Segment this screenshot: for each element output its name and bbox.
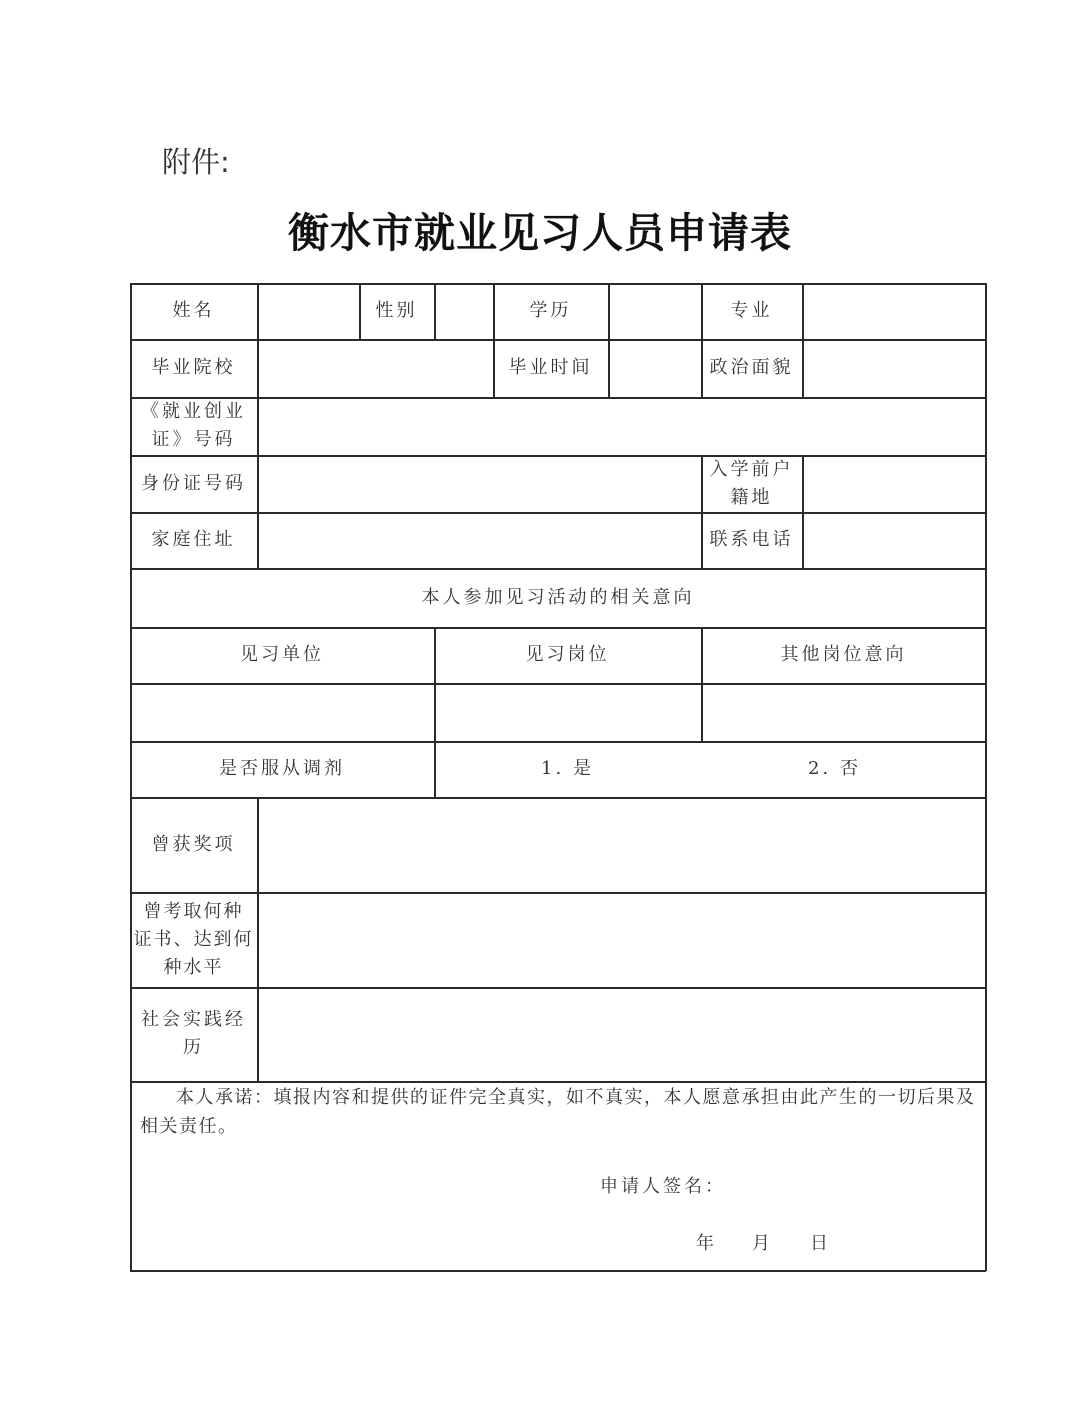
pledge-text: 本人承诺：填报内容和提供的证件完全真实，如不真实，本人愿意承担由此产生的一切后果及相关责任。 [140, 1087, 976, 1137]
education-label: 学历 [529, 300, 572, 321]
date-year-label: 年 [696, 1233, 714, 1254]
graduation-time-label: 毕业时间 [508, 357, 593, 378]
practice-field[interactable] [259, 989, 984, 1081]
application-form-table [130, 283, 986, 1271]
name-label: 姓名 [172, 300, 215, 321]
unit-field[interactable] [132, 685, 434, 741]
name-field[interactable] [259, 285, 359, 339]
political-status-label: 政治面貌 [709, 357, 794, 378]
position-field[interactable] [436, 685, 701, 741]
adjust-label: 是否服从调剂 [219, 758, 345, 779]
school-field[interactable] [259, 341, 493, 397]
gender-label: 性别 [375, 300, 418, 321]
phone-field[interactable] [804, 514, 984, 568]
id-number-label: 身份证号码 [141, 472, 246, 494]
practice-label: 社会实践经 历 [141, 1009, 246, 1058]
date-day-label: 日 [810, 1233, 828, 1254]
attachment-label: 附件: [162, 145, 230, 179]
table-border-right [985, 283, 987, 1271]
awards-label: 曾获奖项 [151, 833, 236, 855]
signature-label: 申请人签名： [600, 1176, 726, 1197]
awards-field[interactable] [259, 799, 984, 892]
id-number-field[interactable] [259, 457, 701, 512]
date-month-label: 月 [752, 1233, 770, 1254]
education-field[interactable] [610, 285, 701, 339]
unit-label: 见习单位 [240, 644, 324, 665]
graduation-time-field[interactable] [610, 341, 701, 397]
intent-section-title: 本人参加见习活动的相关意向 [421, 586, 695, 608]
form-title: 衡水市就业见习人员申请表 [288, 209, 792, 257]
phone-label: 联系电话 [709, 529, 794, 550]
employment-cert-label: 《就业创业 证》号码 [141, 401, 246, 450]
adjust-option-no[interactable]: 2. 否 [808, 758, 861, 779]
major-label: 专业 [730, 300, 773, 321]
other-position-field[interactable] [703, 685, 984, 741]
certs-field[interactable] [259, 894, 984, 987]
political-status-field[interactable] [804, 341, 984, 397]
employment-cert-field[interactable] [259, 399, 984, 455]
address-field[interactable] [259, 514, 701, 568]
gender-field[interactable] [436, 285, 493, 339]
adjust-option-yes[interactable]: 1. 是 [541, 758, 594, 779]
origin-field[interactable] [804, 457, 984, 512]
certs-label: 曾考取何种 证书、达到何 种水平 [133, 900, 254, 978]
school-label: 毕业院校 [151, 357, 236, 378]
position-label: 见习岗位 [525, 644, 610, 665]
table-border-bottom [130, 1270, 986, 1272]
major-field[interactable] [804, 285, 984, 339]
origin-label: 入学前户 籍地 [709, 458, 794, 508]
address-label: 家庭住址 [151, 529, 236, 550]
other-position-label: 其他岗位意向 [780, 644, 907, 665]
